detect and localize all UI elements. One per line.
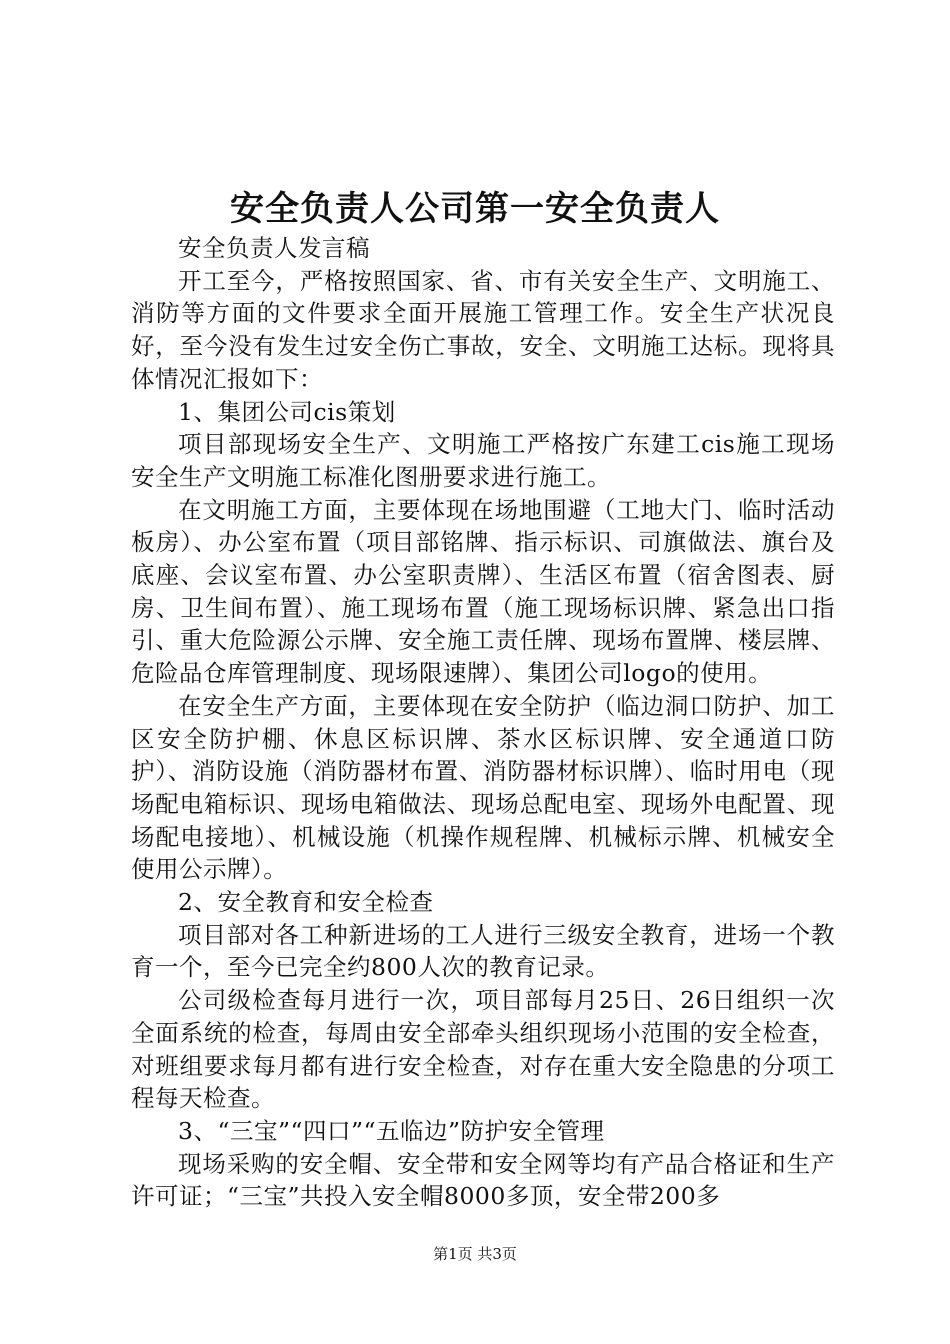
paragraph: 公司级检查每月进行一次，项目部每月25日、26日组织一次全面系统的检查，每周由安全部牵头组织现场小范围的安全检查，对班组要求每月都有进行安全检查，对存在重大安全隐患的分项工程每天检查。: [131, 986, 835, 1113]
document-title: 安全负责人公司第一安全负责人: [230, 189, 720, 229]
paragraph: 现场采购的安全帽、安全带和安全网等均有产品合格证和生产许可证；“三宝”共投入安全帽8000多顶，安全带200多: [131, 1149, 835, 1211]
paragraph: 在文明施工方面，主要体现在场地围避（工地大门、临时活动板房）、办公室布置（项目部铭牌、指示标识、司旗做法、旗台及底座、会议室布置、办公室职责牌）、生活区布置（宿舍图表、厨房、卫生间布置）、施工现场布置（施工现场标识牌、紧急出口指引、重大危险源公示牌、安全施工责任牌、现场布置牌、楼层牌、危险品仓库管理制度、现场限速牌）、集团公司logo的使用。: [131, 495, 835, 688]
paragraph: 在安全生产方面，主要体现在安全防护（临边洞口防护、加工区安全防护棚、休息区标识牌、茶水区标识牌、安全通道口防护）、消防设施（消防器材布置、消防器材标识牌）、临时用电（现场配电箱标识、现场电箱做法、现场总配电室、现场外电配置、现场配电接地）、机械设施（机操作规程牌、机械标示牌、机械安全使用公示牌）。: [131, 691, 835, 884]
paragraph-heading: 安全负责人发言稿: [178, 234, 370, 262]
section-heading-2: 2、安全教育和安全检查: [178, 888, 434, 917]
document-body: [131, 232, 835, 1213]
page-footer: 第1页 共3页: [433, 1245, 517, 1263]
section-heading-3: 3、“三宝”“四口”“五临边”防护安全管理: [178, 1116, 605, 1145]
paragraph-intro: 开工至今，严格按照国家、省、市有关安全生产、文明施工、消防等方面的文件要求全面开展施工管理工作。安全生产状况良好，至今没有发生过安全伤亡事故，安全、文明施工达标。现将具体情况汇报如下：: [131, 266, 835, 393]
paragraph: 项目部对各工种新进场的工人进行三级安全教育，进场一个教育一个，至今已完全约800人次的教育记录。: [131, 920, 835, 982]
section-heading-1: 1、集团公司cis策划: [178, 397, 396, 426]
paragraph: 项目部现场安全生产、文明施工严格按广东建工cis施工现场安全生产文明施工标准化图册要求进行施工。: [131, 430, 835, 491]
